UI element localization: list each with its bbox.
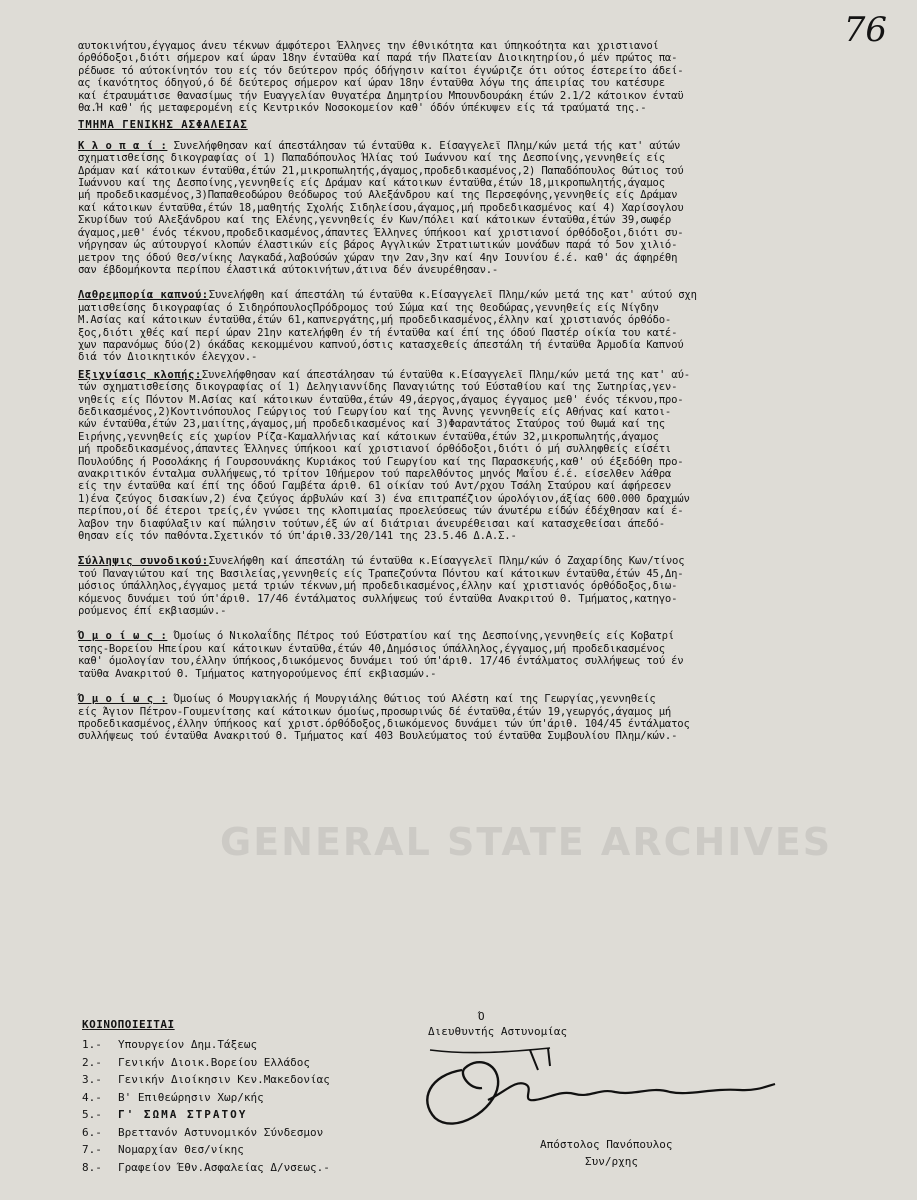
- signatory-name: Απόστολος Πανόπουλος: [540, 1138, 673, 1151]
- section-line: Ειρήνης,γεννηθείς είς χωρίον Ρίζα-Καμαλλήνιας καί κάτοικων ένταϋθα,έτών 32,μικροπωλητής,άγαμος: [78, 430, 659, 443]
- section-line: νηθείς είς Πόντον Μ.Ασίας καί κάτοικων ένταϋθα,έτών 49,άεργος,άγαμος έγγαμος μεθ' ένός τέκνου,προ-: [78, 393, 684, 406]
- section-line: μή προδεδικασμένος,3)Παπαθεοδώρου Θεόδωρος τού Αλεξάνδρου καί της Περσεφόνης,γεννηθείς είς Δράμαν: [78, 189, 678, 202]
- section-line: Όμοίως ό Νικολαΐδης Πέτρος τού Εύστρατίου καί της Δεσποίνης,γεννηθείς είς Κοβατρί: [173, 630, 675, 643]
- recipient-name: Νομαρχίαν Θεσ/νίκης: [118, 1143, 244, 1156]
- recipient-name: Γ' ΣΩΜΑ ΣΤΡΑΤΟΥ: [118, 1108, 248, 1121]
- section-line: ανακριτικόν ένταλμα συλλήψεως,τό τρίτον 10ήμερον τού παρελθόντος μηνός Μαΐου έ.έ. είσελθεν λάθρα: [78, 468, 672, 480]
- section-line: καθ' όμολογίαν του,έλλην ύπήκοος,διωκόμενος δυνάμει τού ύπ'άριθ. 17/46 έντάλματος συλλήψεως τού έν: [78, 655, 684, 668]
- list-item: [82, 1054, 462, 1072]
- recipients-list: [82, 1036, 462, 1176]
- recipient-number: 1.-: [82, 1038, 102, 1051]
- recipient-name: Γενικήν Διοικ.Βορείου Ελλάδος: [118, 1055, 311, 1069]
- intro-line: αυτοκινήτου,έγγαμος άνευ τέκνων άμφότεροι Έλληνες την έθνικότητα και ύπηκοότητα και χριστιανοί: [78, 40, 659, 52]
- section-line: ξος,διότι χθές καί περί ώραν 21ην κατελήφθη έν τή ένταϋθα καί έπί της όδού Παστέρ οίκία του κατέ-: [78, 326, 678, 339]
- handwritten-signature: [410, 1040, 800, 1135]
- intro-line: καί έτραυμάτισε θανασίμως τήν Ευαγγελίαν θυγατέρα Δημητρίου Μπουνδουράκη έτών 2.1/2 κάτοικον ένταϋ: [78, 89, 684, 102]
- recipient-number: 5.-: [82, 1108, 102, 1121]
- section-line: κόμενος δυνάμει τού ύπ'άριθ. 17/46 έντάλματος συλλήψεως τού ένταϋθα Ανακριτού Θ. Τμήματος,κατηγο-: [78, 592, 678, 605]
- section-heading: Ό μ ο ί ω ς :: [78, 630, 168, 643]
- intro-line: όρθόδοξοι,διότι σήμερον καί ώραν 18ην ένταϋθα καί παρά τήν Πλατείαν Διοικητηρίου,ό μέν πρώτος πα-: [78, 52, 678, 65]
- section-heading: Λαθρεμπορία καπνού:: [78, 289, 209, 302]
- document-body: [78, 40, 898, 748]
- section-line: θησαν είς τόν παθόντα.Σχετικόν τό ύπ'άριθ.33/20/141 της 23.5.46 Δ.Α.Σ.-: [78, 530, 517, 543]
- section-line: τού Παναγιώτου καί της Βασιλείας,γεννηθείς είς Τραπεζούντα Πόντου καί κάτοικων ένταϋθα,έτών 45,Δη-: [78, 567, 684, 580]
- section-line: Σκυρίδων τού Αλεξάνδρου καί της Ελένης,γεννηθείς έν Κων/πόλει καί κάτοικων ένταϋθα,έτών 39,σωφέρ: [78, 214, 672, 227]
- section-line: μόσιος ύπάλληλος,έγγαμος μετά τριών τέκνων,μή προδεδικασμένος,έλλην καί χριστιανός όρθόδοξος,διω-: [78, 580, 678, 593]
- intro-line: θα.Ή καθ' ής μεταφερομένη είς Κεντρικόν Νοσοκομείον καθ' όδόν ύπέκυψεν είς τά τραύματά της.-: [78, 102, 647, 115]
- recipient-number: 7.-: [82, 1143, 102, 1156]
- section-line: Πουλούδης ή Ροσολάκης ή Γουρσουνάκης Κυριάκος τού Γεωργίου καί της Παρασκευής,καθ' ού έξεδόθη προ-: [78, 455, 684, 468]
- section-line: Συνελήφθη καί άπεστάλη τώ ένταϋθα κ.Είσαγγελεϊ Πλημ/κών ό Ζαχαρίδης Κων/τίνος: [208, 555, 685, 568]
- recipient-name: Υπουργείον Δημ.Τάξεως: [118, 1038, 258, 1051]
- signature-article: Ό: [478, 1010, 485, 1023]
- section-line: διά τόν Διοικητικόν έλεγχον.-: [78, 351, 258, 364]
- section-line: μετρον της όδού Θεσ/νίκης Λαγκαδά,λαβούσών χώραν την 2αν,3ην καί 4ην Ιουνίου έ.έ. καθ' άς άφηρέθη: [78, 251, 678, 264]
- section-line: Μ.Ασίας καί κάτοικων ένταϋθα,έτών 61,καπνεργάτης,μή προδεδικασμένος,έλλην καί χριστιανός όρθόδο-: [78, 314, 672, 327]
- section-line: κών ένταϋθα,έτών 23,μαιίτης,άγαμος,μή προδεδικασμένος καί 3)Φαραντάτος Σταύρος τού Θωμά καί της: [78, 418, 665, 431]
- section-line: καί κάτοικων ένταϋθα,έτών 18,μαθητής Σχολής Σιδηλείσου,άγαμος,μή προδεδικασμένος καί 4) Χαρίσογλου: [78, 201, 684, 214]
- intro-paragraph: [78, 40, 898, 114]
- section-line: ταϋθα Ανακριτού Θ. Τμήματος κατηγορούμενος έπί εκβιασμών.-: [78, 667, 437, 680]
- recipient-number: 6.-: [82, 1125, 102, 1139]
- section-line: Συνελήφθη καί άπεστάλη τώ ένταϋθα κ.Είσαγγελεϊ Πλημ/κών μετά της κατ' αύτού σχη: [208, 289, 697, 302]
- recipient-number: 4.-: [82, 1090, 102, 1104]
- list-item: [82, 1124, 462, 1142]
- section-heading: Κ λ ο π α ί :: [78, 139, 168, 152]
- intro-line: ρέδωσε τό αύτοκίνητόν του είς τόν δεύτερον πρός όδήγησιν καίτοι έγνώριζε ότι ούτος έστερείτο άδεί-: [78, 64, 684, 77]
- list-item: [82, 1071, 462, 1089]
- section-similarly-1: [78, 630, 898, 680]
- archive-watermark: GENERAL STATE ARCHIVES: [220, 820, 833, 864]
- list-item: [82, 1036, 462, 1054]
- section-line: δεδικασμένος,2)Κοντινόπουλος Γεώργιος τού Γεωργίου καί της Άννης γεννηθείς είς Αθήνας καί κατοι-: [78, 405, 672, 418]
- recipient-name: Βρεττανόν Αστυνομικόν Σύνδεσμον: [118, 1125, 324, 1139]
- section-line: χων παρανόμως δύο(2) όκάδας κεκομμένου καπνού,όστις κατασχεθείς άπεστάλη τή ένταϋθα Άρμοδία Καπνού: [78, 338, 684, 351]
- section-line: είς την ένταϋθα καί έπί της όδού Γαμβέτα άριθ. 61 οίκίαν τού Αντ/ρχου Τσάλη Σταύρου καί άφήρεσεν: [78, 480, 672, 493]
- section-line: σχηματισθείσης δικογραφίας οί 1) Παπαδόπουλος Ήλίας τού Ιωάννου καί της Δεσποίνης,γεννηθείς είς: [78, 152, 665, 165]
- section-title: ΤΜΗΜΑ ΓΕΝΙΚΗΣ ΑΣΦΑΛΕΙΑΣ: [78, 119, 248, 132]
- section-line: τσης-Βορείου Ηπείρου καί κάτοικων ένταϋθα,έτών 40,Δημόσιος ύπάλληλος,έγγαμος,μή προδεδικασμένος: [78, 642, 665, 655]
- list-item: [82, 1159, 462, 1177]
- signatory-rank: Συν/ρχης: [585, 1155, 638, 1168]
- recipient-number: 3.-: [82, 1073, 102, 1086]
- list-item: [82, 1141, 462, 1159]
- section-line: ρούμενος έπί εκβιασμών.-: [78, 605, 227, 618]
- section-line: Συνελήφθησαν καί άπεστάλησαν τώ ένταϋθα κ.Είσαγγελεϊ Πλημ/κών μετά της κατ' αύ-: [201, 368, 690, 381]
- section-line: Όμοίως ό Μουργιακλής ή Μουργιάλης Θώτιος τού Αλέστη καί της Γεωργίας,γεννηθείς: [173, 693, 656, 706]
- section-smuggling: [78, 289, 898, 363]
- section-line: 1)ένα ζεύγος δισακίων,2) ένα ζεύγος άρβυλών καί 3) ένα επιτραπέζιον ώρολόγιον,άξίας 600.000 δραχμών: [78, 492, 690, 505]
- section-arrest: [78, 555, 898, 617]
- page-number: 76: [843, 10, 887, 50]
- section-line: νήργησαν ώς αύτουργοί κλοπών έλαστικών είς βάρος Αγγλικών Στρατιωτικών μονάδων παρά τό 5ον χιλιό-: [78, 239, 678, 252]
- section-line: Δράμαν καί κάτοικων ένταϋθα,έτών 21,μικροπωλητής,άγαμος,προδεδικασμένος,2) Παπαδόπουλος Θώτιος τού: [78, 164, 684, 177]
- section-line: μή προδεδικασμένος,άπαντες Έλληνες ύπήκοοι καί χριστιανοί όρθόδοξοι,διότι ό μή συλληφθείς είσέτι: [78, 443, 672, 456]
- recipient-number: 2.-: [82, 1055, 102, 1069]
- signatory-title: Διευθυντής Αστυνομίας: [428, 1025, 568, 1038]
- section-line: συλλήψεως τού ένταϋθα Ανακριτού Θ. Τμήματος καί 403 Βουλεύματος τού ένταϋθα Συμβουλίου Πλημ/κών.-: [78, 730, 678, 743]
- recipient-name: Γραφείον Έθν.Ασφαλείας Δ/νσεως.-: [118, 1160, 330, 1174]
- section-line: σαν έβδομήκοντα περίπου έλαστικά αύτοκινήτων,άτινα δέν άνευρέθησαν.-: [78, 263, 499, 276]
- section-heading: Ό μ ο ί ω ς :: [78, 693, 168, 706]
- section-similarly-2: [78, 693, 898, 743]
- section-line: είς Άγιον Πέτρον-Γουμενίτσης καί κάτοικων όμοίως,προσωρινώς δέ ένταϋθα,έτών 19,γεωργός,άγαμος μή: [78, 705, 672, 718]
- section-theft: [78, 140, 898, 276]
- section-theft-solved: [78, 369, 898, 543]
- recipient-number: 8.-: [82, 1160, 102, 1174]
- section-line: άγαμος,μεθ' ένός τέκνου,προδεδικασμένος,άπαντες Έλληνες ύπήκοοι καί χριστιανοί όρθόδοξοι,διότι συ-: [78, 226, 684, 239]
- list-item: [82, 1089, 462, 1107]
- section-line: Ιωάννου καί της Δεσποίνης,γεννηθείς είς Δράμαν καί κάτοικων ένταϋθα,έτών 18,μικροπωλητής,άγαμος: [78, 177, 665, 190]
- section-heading: Εξιχνίασις κλοπής:: [78, 368, 202, 381]
- list-item: [82, 1106, 462, 1124]
- section-line: ματισθείσης δικογραφίας ό ΣιδηρόπουλοςΠρόδρομος τού Σώμα καί της Θεοδώρας,γεννηθείς είς Νίγδην: [78, 301, 659, 314]
- intro-line: ας ίκανότητος όδηγού,ό δέ δεύτερος σήμερον καί ώραν 18ην ένταϋθα λόγω της άπειρίας του κατέσυρε: [78, 77, 665, 90]
- section-heading: Σύλληψις συνοδικού:: [78, 555, 209, 568]
- recipient-name: Β' Επιθεώρησιν Χωρ/κής: [118, 1090, 264, 1104]
- section-line: τών σχηματισθείσης δικογραφίας οί 1) Δεληγιαννίδης Παναγιώτης τού Εύσταθίου καί της Σωτηρίας,γεν-: [78, 381, 678, 394]
- section-line: περίπου,οί δέ έτεροι τρείς,έν γνώσει της κλοπιμαίας προελεύσεως τών άνωτέρω είδών έδέχθησαν καί έ-: [78, 505, 684, 518]
- recipients-title: ΚΟΙΝΟΠΟΙΕΙΤΑΙ: [82, 1018, 175, 1031]
- section-line: Συνελήφθησαν καί άπεστάλησαν τώ ένταϋθα κ. Είσαγγελεϊ Πλημ/κών μετά τής κατ' αύτών: [173, 139, 681, 152]
- section-line: λαβον την διαφύλαξιν καί πώλησιν τούτων,έξ ών αί διάτριαι άνευρέθεισαι καί κατασχεθείσαι άπεδό-: [78, 517, 665, 530]
- section-line: προδεδικασμένος,έλλην ύπήκοος καί χριστ.όρθόδοξος,διωκόμενος δυνάμει τών ύπ'άριθ. 104/45 έντάλματος: [78, 717, 690, 730]
- recipient-name: Γενικήν Διοίκησιν Κεν.Μακεδονίας: [118, 1073, 330, 1086]
